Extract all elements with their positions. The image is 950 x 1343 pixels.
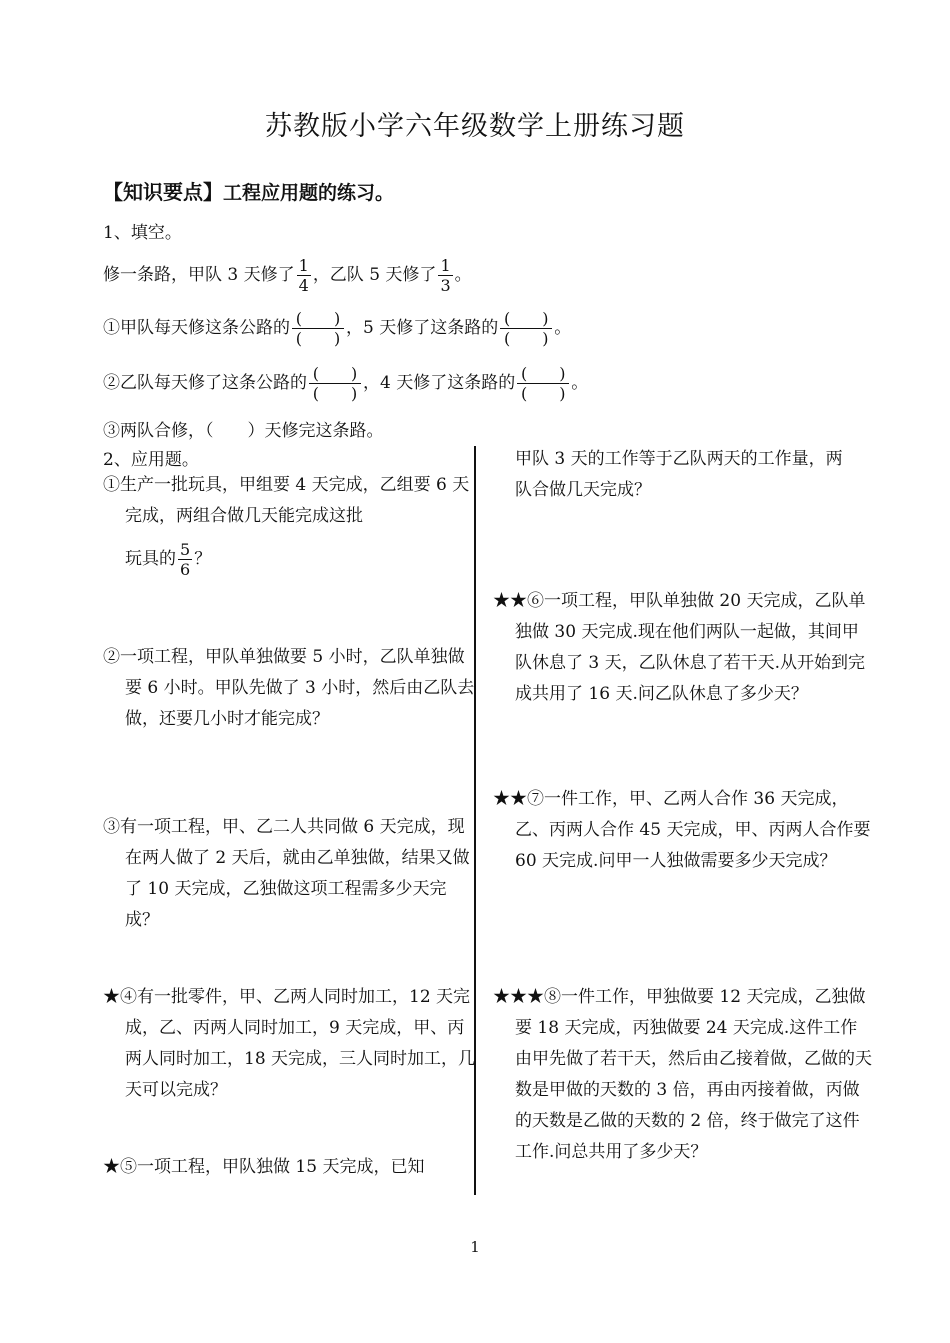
problem-7: ★★⑦一件工作，甲、乙两人合作 36 天完成，乙、丙两人合作 45 天完成，甲、丙两人合作要 60 天完成.问甲一人独做需要多少天完成？ — [493, 789, 871, 871]
section1-heading: 1、填空。 — [103, 223, 182, 243]
blank-fraction[interactable]: $\frac{( )}{( )}$ — [292, 309, 344, 348]
intro-text-a: 修一条路，甲队 3 天修了 — [103, 265, 295, 285]
fill-question-2 — [103, 364, 588, 403]
problem-5: ★⑤一项工程，甲队独做 15 天完成，已知 — [103, 1157, 425, 1177]
problem-2: ②一项工程，甲队单独做要 5 小时，乙队单独做要 6 小时。甲队先做了 3 小时，然后由乙队去做，还要几小时才能完成？ — [103, 647, 475, 729]
problem-1 — [103, 470, 477, 532]
page-number: 1 — [470, 1238, 480, 1256]
q2-text-b: ，4 天修了这条路的 — [363, 373, 516, 393]
problem-6: ★★⑥一项工程，甲队单独做 20 天完成，乙队单独做 30 天完成.现在他们两队一起做，其间甲队休息了 3 天，乙队休息了若干天.从开始到完成共用了 16 天.问乙队休息了多少天？ — [493, 591, 866, 704]
problem-1-text: ①生产一批玩具，甲组要 4 天完成，乙组要 6 天完成，两组合做几天能完成这批 — [103, 475, 470, 526]
intro-text-b: ，乙队 5 天修了 — [312, 265, 437, 285]
problem-1-text-c: ？ — [194, 549, 212, 569]
fraction-five-sixths: $\frac{5}{6}$ — [180, 540, 191, 579]
q1-text-a: ①甲队每天修这条公路的 — [103, 318, 290, 338]
problem-1-text-b: 玩具的 — [125, 549, 176, 569]
q2-text-c: 。 — [571, 373, 589, 393]
knowledge-text: 工程应用题的练习。 — [223, 182, 395, 204]
page-title: 苏教版小学六年级数学上册练习题 — [265, 111, 685, 142]
q2-text-a: ②乙队每天修了这条公路的 — [103, 373, 307, 393]
problem-4: ★④有一批零件，甲、乙两人同时加工，12 天完成，乙、丙两人同时加工，9 天完成，甲、丙两人同时加工，18 天完成，三人同时加工，几天可以完成？ — [103, 987, 476, 1100]
fill-question-3: ③两队合修，（ ）天修完这条路。 — [103, 421, 384, 441]
fraction-one-quarter: $\frac{1}{4}$ — [298, 256, 309, 295]
problem-3: ③有一项工程，甲、乙二人共同做 6 天完成，现在两人做了 2 天后，就由乙单独做，结果又做了 10 天完成，乙独做这项工程需多少天完成？ — [103, 817, 470, 930]
section2-heading: 2、应用题。 — [103, 450, 199, 470]
knowledge-points — [103, 176, 394, 205]
blank-fraction[interactable]: $\frac{( )}{( )}$ — [309, 364, 361, 403]
blank-fraction[interactable]: $\frac{( )}{( )}$ — [500, 309, 552, 348]
problem-1-tail — [125, 540, 211, 579]
intro-text-c: 。 — [454, 265, 472, 285]
section1-intro — [103, 256, 472, 295]
blank-fraction[interactable]: $\frac{( )}{( )}$ — [517, 364, 569, 403]
knowledge-label: 【知识要点】 — [103, 180, 223, 204]
problem-5-continued: 甲队 3 天的工作等于乙队两天的工作量，两队合做几天完成？ — [515, 449, 843, 500]
fraction-one-third: $\frac{1}{3}$ — [440, 256, 451, 295]
q1-text-c: 。 — [554, 318, 572, 338]
q1-text-b: ，5 天修了这条路的 — [346, 318, 499, 338]
problem-8: ★★★⑧一件工作，甲独做要 12 天完成，乙独做要 18 天完成，丙独做要 24 天完成.这件工作由甲先做了若干天，然后由乙接着做，乙做的天数是甲做的天数的 3 倍，再由丙接着做，丙做的天数是乙做的天数的 2 倍，终于做完了这件工作.问总共用了多少天？ — [493, 987, 872, 1162]
fill-question-1 — [103, 309, 571, 348]
